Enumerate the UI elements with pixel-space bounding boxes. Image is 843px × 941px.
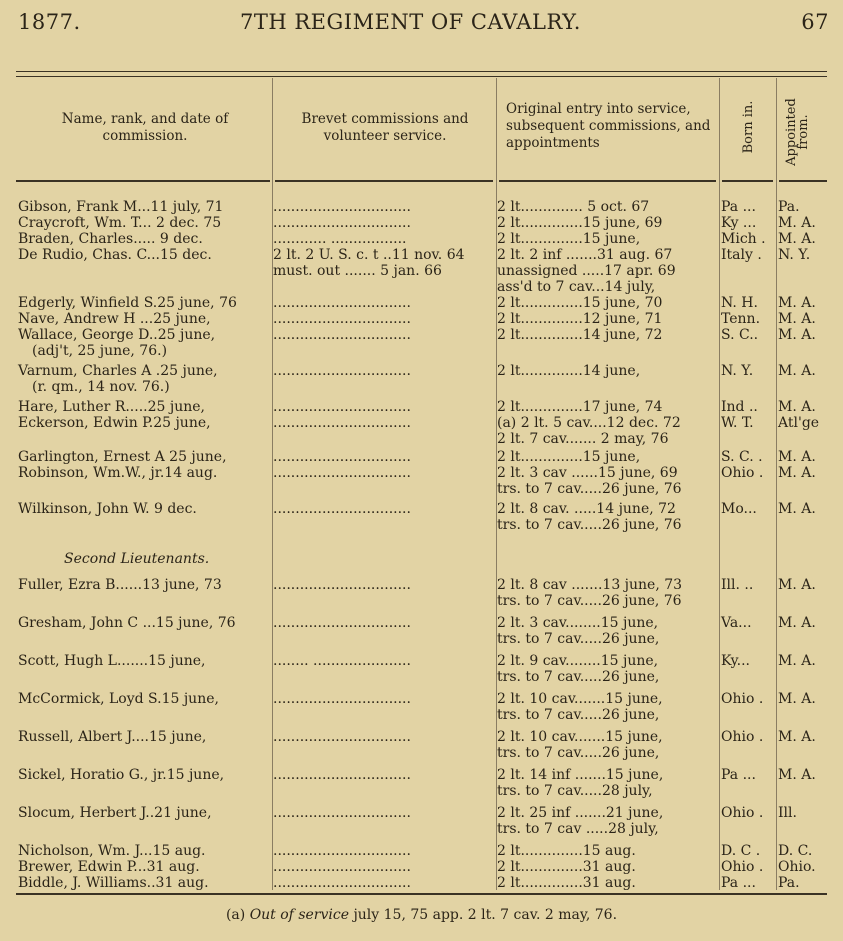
officer-name: Wallace, George D..25 june, — [18, 327, 216, 343]
born-in: Tenn. — [721, 311, 761, 327]
original-entry: trs. to 7 cav .....28 july, — [497, 821, 659, 837]
brevet-service: ............................... — [273, 399, 411, 415]
brevet-service: ............................... — [273, 501, 411, 517]
brevet-service: ............................... — [273, 363, 411, 379]
table-row — [0, 783, 843, 799]
table-row — [0, 745, 843, 761]
born-in: Ind .. — [721, 399, 758, 415]
table-row — [0, 481, 843, 497]
original-entry: 2 lt..............15 june, — [497, 449, 641, 465]
original-entry: trs. to 7 cav.....26 june, — [497, 707, 660, 723]
born-in: Pa ... — [721, 199, 756, 215]
officer-name: (adj't, 25 june, 76.) — [32, 343, 168, 359]
table-row — [0, 363, 843, 379]
born-in: Ill. .. — [721, 577, 754, 593]
brevet-service: ............................... — [273, 415, 411, 431]
table-row — [0, 577, 843, 593]
original-entry: trs. to 7 cav.....26 june, — [497, 631, 660, 647]
original-entry: (a) 2 lt. 5 cav....12 dec. 72 — [497, 415, 681, 431]
born-in: Ky... — [721, 653, 750, 669]
appointed-from: M. A. — [778, 311, 816, 327]
table-row — [0, 465, 843, 481]
brevet-service: ............................... — [273, 729, 411, 745]
table-row — [0, 415, 843, 431]
appointed-from: M. A. — [778, 363, 816, 379]
officer-name: Biddle, J. Williams..31 aug. — [18, 875, 209, 891]
table-row — [0, 805, 843, 821]
appointed-from: M. A. — [778, 215, 816, 231]
appointed-from: D. C. — [778, 843, 813, 859]
header-bottom-rule — [16, 180, 270, 182]
page-title: 7TH REGIMENT OF CAVALRY. — [240, 10, 581, 34]
table-row — [0, 875, 843, 891]
born-in: Ohio . — [721, 859, 764, 875]
brevet-service: ............................... — [273, 859, 411, 875]
original-entry: 2 lt.............. 5 oct. 67 — [497, 199, 650, 215]
original-entry: 2 lt..............15 june, 69 — [497, 215, 663, 231]
born-in: S. C.. — [721, 327, 759, 343]
column-header-born: Born in. — [741, 100, 756, 154]
original-entry: 2 lt..............14 june, 72 — [497, 327, 663, 343]
table-row — [0, 501, 843, 517]
officer-name: Nave, Andrew H ...25 june, — [18, 311, 211, 327]
table-row — [0, 379, 843, 395]
original-entry: 2 lt. 25 inf .......21 june, — [497, 805, 664, 821]
footnote — [0, 907, 843, 923]
born-in: Ohio . — [721, 805, 764, 821]
column-header-original: Original entry into service, subsequent commissions, and appointments — [506, 101, 711, 151]
officer-name: Robinson, Wm.W., jr.14 aug. — [18, 465, 218, 481]
table-row — [0, 653, 843, 669]
born-in: Mo... — [721, 501, 757, 517]
original-entry: 2 lt..............12 june, 71 — [497, 311, 663, 327]
original-entry: 2 lt..............31 aug. — [497, 859, 636, 875]
officer-name: Fuller, Ezra B......13 june, 73 — [18, 577, 222, 593]
appointed-from: M. A. — [778, 295, 816, 311]
officer-name: Nicholson, Wm. J...15 aug. — [18, 843, 206, 859]
brevet-service: ............................... — [273, 767, 411, 783]
brevet-service: ............................... — [273, 295, 411, 311]
appointed-from: M. A. — [778, 653, 816, 669]
appointed-from: M. A. — [778, 327, 816, 343]
appointed-from: Pa. — [778, 875, 800, 891]
table-row — [0, 327, 843, 343]
officer-name: Brewer, Edwin P...31 aug. — [18, 859, 200, 875]
original-entry: unassigned .....17 apr. 69 — [497, 263, 676, 279]
header-bottom-rule — [722, 180, 773, 182]
appointed-from: Atl'ge — [778, 415, 820, 431]
officer-name: De Rudio, Chas. C...15 dec. — [18, 247, 212, 263]
footnote-italic: Out of service — [249, 907, 349, 923]
original-entry: trs. to 7 cav.....26 june, — [497, 669, 660, 685]
brevet-service: ............................... — [273, 691, 411, 707]
officer-name: Gresham, John C ...15 june, 76 — [18, 615, 236, 631]
original-entry: 2 lt..............15 june, — [497, 231, 641, 247]
table-row — [0, 767, 843, 783]
born-in: N. H. — [721, 295, 758, 311]
officer-name: Garlington, Ernest A 25 june, — [18, 449, 227, 465]
original-entry: 2 lt. 8 cav. .....14 june, 72 — [497, 501, 676, 517]
born-in: W. T. — [721, 415, 754, 431]
brevet-service: ............................... — [273, 615, 411, 631]
original-entry: 2 lt. 3 cav ......15 june, 69 — [497, 465, 678, 481]
page-year: 1877. — [18, 10, 81, 34]
officer-name: Russell, Albert J....15 june, — [18, 729, 207, 745]
table-row — [0, 449, 843, 465]
officer-name: Braden, Charles..... 9 dec. — [18, 231, 203, 247]
appointed-from: M. A. — [778, 231, 816, 247]
brevet-service: ........ ...................... — [273, 653, 411, 669]
original-entry: trs. to 7 cav.....26 june, 76 — [497, 481, 682, 497]
brevet-service: must. out ....... 5 jan. 66 — [273, 263, 442, 279]
appointed-from: M. A. — [778, 577, 816, 593]
officer-name: (r. qm., 14 nov. 76.) — [32, 379, 170, 395]
appointed-from: M. A. — [778, 449, 816, 465]
table-row — [0, 821, 843, 837]
officer-name: McCormick, Loyd S.15 june, — [18, 691, 219, 707]
original-entry: 2 lt..............17 june, 74 — [497, 399, 663, 415]
appointed-from: M. A. — [778, 767, 816, 783]
footnote-text: july 15, 75 app. 2 lt. 7 cav. 2 may, 76. — [349, 907, 618, 923]
original-entry: trs. to 7 cav.....28 july, — [497, 783, 653, 799]
column-header-brevet: Brevet commissions and volunteer service. — [301, 111, 469, 144]
brevet-service: ............................... — [273, 875, 411, 891]
officer-name: Gibson, Frank M...11 july, 71 — [18, 199, 224, 215]
original-entry: 2 lt. 10 cav.......15 june, — [497, 729, 663, 745]
officer-name: Slocum, Herbert J..21 june, — [18, 805, 212, 821]
original-entry: 2 lt..............15 june, 70 — [497, 295, 663, 311]
original-entry: trs. to 7 cav.....26 june, 76 — [497, 593, 682, 609]
footnote-marker: (a) — [225, 907, 246, 923]
header-bottom-rule — [779, 180, 827, 182]
table-row — [0, 199, 843, 215]
appointed-from: Ill. — [778, 805, 797, 821]
appointed-from: N. Y. — [778, 247, 811, 263]
appointed-from: Pa. — [778, 199, 800, 215]
officer-name: Craycroft, Wm. T... 2 dec. 75 — [18, 215, 222, 231]
table-row — [0, 859, 843, 875]
born-in: D. C . — [721, 843, 761, 859]
brevet-service: ............................... — [273, 465, 411, 481]
officer-name: Scott, Hugh L.......15 june, — [18, 653, 206, 669]
appointed-from: M. A. — [778, 729, 816, 745]
column-header-name: Name, rank, and date of commission. — [61, 111, 229, 144]
born-in: Ohio . — [721, 729, 764, 745]
born-in: N. Y. — [721, 363, 754, 379]
table-row — [0, 295, 843, 311]
brevet-service: ............................... — [273, 199, 411, 215]
born-in: Va... — [721, 615, 752, 631]
original-entry: 2 lt. 10 cav.......15 june, — [497, 691, 663, 707]
table-row — [0, 343, 843, 359]
table-row — [0, 669, 843, 685]
born-in: Ky ... — [721, 215, 757, 231]
officer-name: Hare, Luther R.....25 june, — [18, 399, 205, 415]
table-row — [0, 631, 843, 647]
page-number: 67 — [801, 10, 829, 34]
born-in: Ohio . — [721, 691, 764, 707]
brevet-service: ............................... — [273, 449, 411, 465]
brevet-service: ............................... — [273, 311, 411, 327]
original-entry: trs. to 7 cav.....26 june, — [497, 745, 660, 761]
table-row — [0, 247, 843, 263]
born-in: Italy . — [721, 247, 762, 263]
original-entry: ass'd to 7 cav...14 july, — [497, 279, 656, 295]
officer-name: Edgerly, Winfield S.25 june, 76 — [18, 295, 237, 311]
original-entry: 2 lt. 9 cav........15 june, — [497, 653, 659, 669]
header-bottom-rule — [499, 180, 716, 182]
table-row — [0, 231, 843, 247]
appointed-from: M. A. — [778, 399, 816, 415]
section-title: Second Lieutenants. — [64, 551, 210, 567]
table-row — [0, 691, 843, 707]
table-row — [0, 615, 843, 631]
table-row — [0, 729, 843, 745]
appointed-from: M. A. — [778, 615, 816, 631]
header-bottom-rule — [275, 180, 493, 182]
born-in: Mich . — [721, 231, 766, 247]
table-row — [0, 279, 843, 295]
appointed-from: M. A. — [778, 691, 816, 707]
officer-name: Wilkinson, John W. 9 dec. — [18, 501, 197, 517]
brevet-service: ............ ................. — [273, 231, 407, 247]
officer-name: Sickel, Horatio G., jr.15 june, — [18, 767, 225, 783]
brevet-service: ............................... — [273, 327, 411, 343]
brevet-service: 2 lt. 2 U. S. c. t ..11 nov. 64 — [273, 247, 465, 263]
original-entry: 2 lt. 7 cav....... 2 may, 76 — [497, 431, 669, 447]
original-entry: 2 lt..............14 june, — [497, 363, 641, 379]
table-row — [0, 517, 843, 533]
header-top-rule — [16, 71, 827, 77]
table-row — [0, 399, 843, 415]
original-entry: 2 lt. 2 inf .......31 aug. 67 — [497, 247, 673, 263]
table-row — [0, 431, 843, 447]
table-row — [0, 215, 843, 231]
table-row — [0, 707, 843, 723]
born-in: Pa ... — [721, 767, 756, 783]
appointed-from: M. A. — [778, 465, 816, 481]
table-bottom-rule — [16, 893, 827, 895]
brevet-service: ............................... — [273, 215, 411, 231]
officer-name: Eckerson, Edwin P.25 june, — [18, 415, 211, 431]
original-entry: 2 lt. 8 cav .......13 june, 73 — [497, 577, 683, 593]
original-entry: trs. to 7 cav.....26 june, 76 — [497, 517, 682, 533]
brevet-service: ............................... — [273, 577, 411, 593]
page-header — [18, 10, 829, 44]
original-entry: 2 lt. 3 cav........15 june, — [497, 615, 659, 631]
officer-name: Varnum, Charles A .25 june, — [18, 363, 218, 379]
brevet-service: ............................... — [273, 805, 411, 821]
column-header-appointed: Appointed from. — [784, 98, 811, 166]
appointed-from: Ohio. — [778, 859, 816, 875]
born-in: S. C. . — [721, 449, 763, 465]
table-row — [0, 593, 843, 609]
brevet-service: ............................... — [273, 843, 411, 859]
original-entry: 2 lt. 14 inf .......15 june, — [497, 767, 664, 783]
table-row — [0, 843, 843, 859]
table-row — [0, 311, 843, 327]
born-in: Ohio . — [721, 465, 764, 481]
born-in: Pa ... — [721, 875, 756, 891]
original-entry: 2 lt..............31 aug. — [497, 875, 636, 891]
original-entry: 2 lt..............15 aug. — [497, 843, 636, 859]
appointed-from: M. A. — [778, 501, 816, 517]
table-row — [0, 263, 843, 279]
